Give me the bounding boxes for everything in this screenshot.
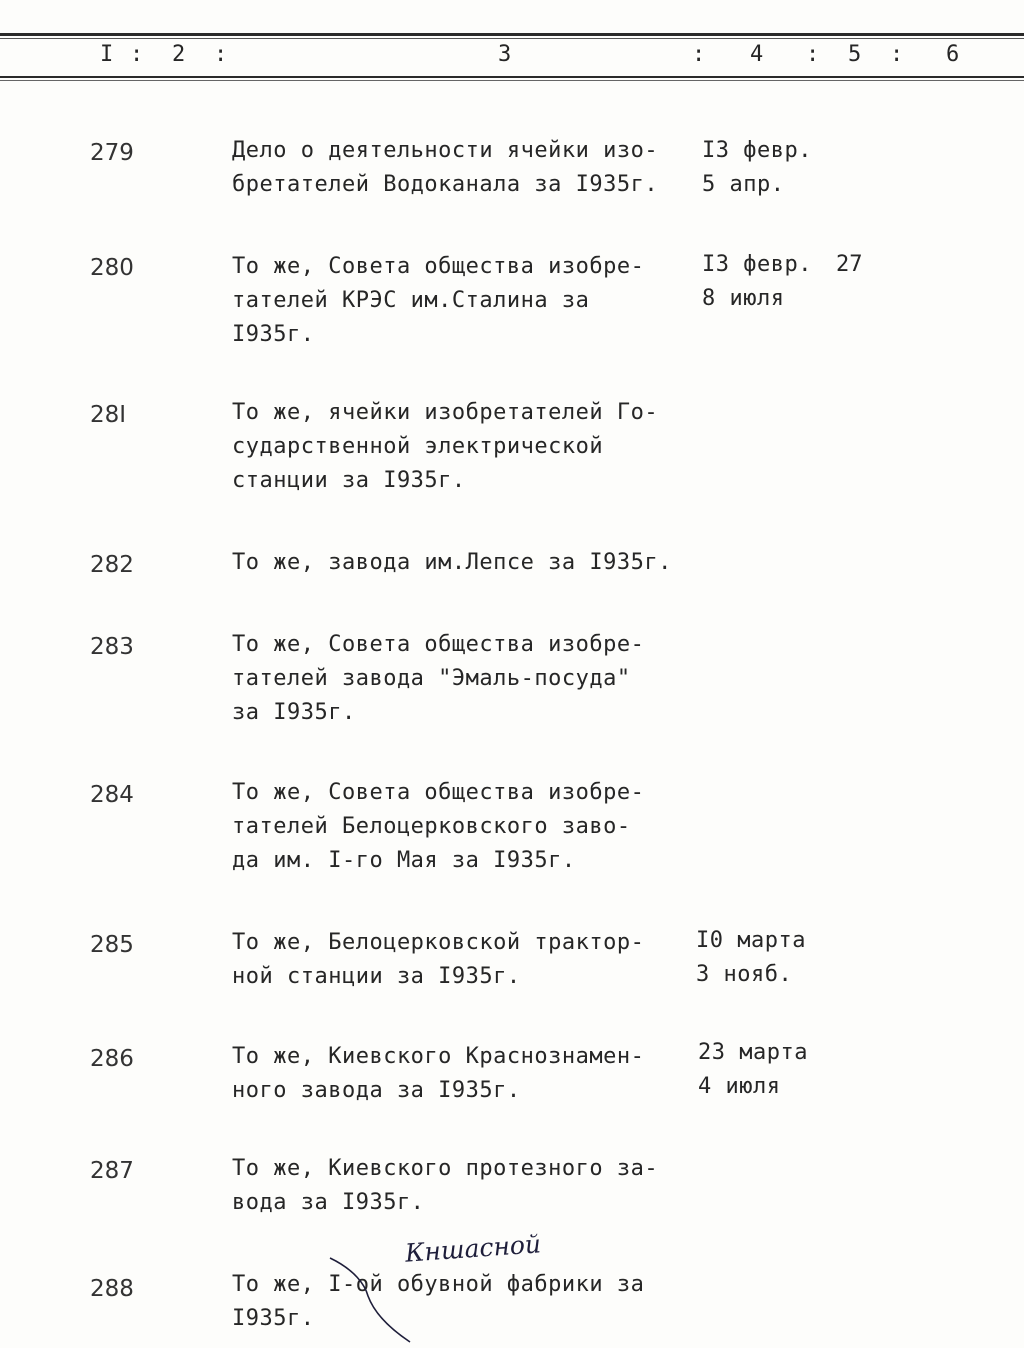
header-col-2: 2 [172,42,188,67]
header-col-3: 3 [498,42,514,67]
row-number: 285 [90,932,134,958]
handwritten-correction: Кншасной [404,1229,542,1268]
header-rule-bottom [0,76,1024,78]
header-col-1: I [100,42,116,67]
row-dates: I0 марта 3 нояб. [696,928,806,987]
row-number: 287 [90,1158,134,1184]
row-number: 279 [90,140,134,166]
row-number: 28I [90,402,127,428]
row-title: То же, Совета общества изобре- тателей КРЭС им.Сталина за I935г. [232,254,645,347]
header-rule-top-thin [0,38,1024,39]
row-title: То же, завода им.Лепсе за I935г. [232,550,672,575]
row-dates: 23 марта 4 июля [698,1040,808,1099]
row-title: Дело о деятельности ячейки изо- бретателей Водоканала за I935г. [232,138,659,197]
row-title: То же, I-ой обувной фабрики за I935г. [232,1272,645,1331]
header-col-6: 6 [946,42,962,67]
row-number: 280 [90,255,134,281]
row-sheet-count: 27 [836,252,863,277]
row-title: То же, Белоцерковской трактор- ной станции за I935г. [232,930,645,989]
row-number: 288 [90,1276,134,1302]
row-number: 286 [90,1046,134,1072]
row-number: 284 [90,782,134,808]
row-title: То же, Совета общества изобре- тателей Белоцерковского заво- да им. I-го Мая за I935г. [232,780,645,873]
header-rule-bottom-thin [0,80,1024,81]
row-title: То же, Киевского Краснознамен- ного завода за I935г. [232,1044,645,1103]
row-number: 282 [90,552,134,578]
row-title: То же, Совета общества изобре- тателей завода "Эмаль-посуда" за I935г. [232,632,645,725]
row-dates: I3 февр. 8 июля [702,252,812,311]
row-number: 283 [90,634,134,660]
header-rule-top [0,33,1024,36]
row-title: То же, Киевского протезного за- вода за I935г. [232,1156,659,1215]
row-title: То же, ячейки изобретателей Го- сударственной электрической станции за I935г. [232,400,659,493]
row-dates: I3 февр. 5 апр. [702,138,812,197]
header-col-5: 5 [848,42,864,67]
header-col-4: 4 [750,42,766,67]
